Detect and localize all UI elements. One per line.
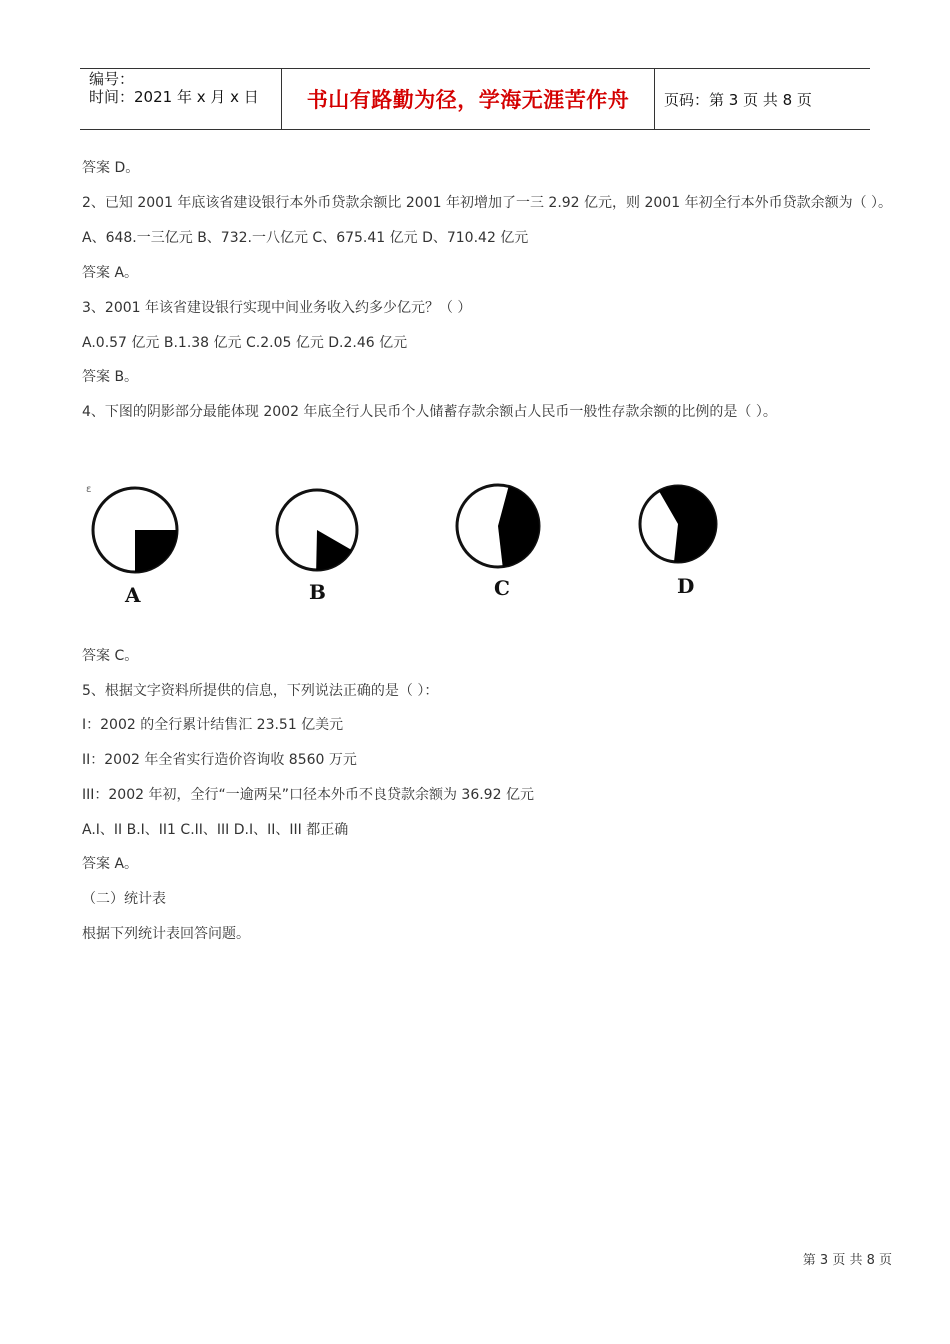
- statement-ii: II：2002 年全省实行造价咨询收 8560 万元: [82, 752, 357, 768]
- options-q3: A.0.57 亿元 B.1.38 亿元 C.2.05 亿元 D.2.46 亿元: [82, 335, 408, 351]
- document-number-label: 编号：: [89, 70, 135, 88]
- pie-option-b: [277, 490, 357, 570]
- options-q2: A、648.一三亿元 B、732.一八亿元 C、675.41 亿元 D、710.42 亿元: [82, 230, 529, 246]
- scan-speck: ε: [86, 484, 92, 495]
- document-date: 时间：2021 年 x 月 x 日: [89, 88, 259, 106]
- pie-option-d: [640, 486, 716, 562]
- header-motto: 书山有路勤为径，学海无涯苦作舟: [282, 69, 655, 129]
- question-5: 5、根据文字资料所提供的信息，下列说法正确的是（ ）：: [82, 683, 439, 699]
- pie-svg: [80, 480, 744, 580]
- pie-option-a: [93, 488, 177, 572]
- pie-option-c: [457, 485, 539, 567]
- answer-q4: 答案 C。: [82, 648, 139, 664]
- answer-q3: 答案 B。: [82, 369, 139, 385]
- header-meta: [80, 69, 282, 129]
- pie-label-c: C: [494, 576, 510, 600]
- statement-i: I：2002 的全行累计结售汇 23.51 亿美元: [82, 717, 344, 733]
- question-2: 2、已知 2001 年底该省建设银行本外币贷款余额比 2001 年初增加了一三 2.92 亿元，则 2001 年初全行本外币贷款余额为（ ）。: [82, 195, 893, 211]
- question-3: 3、2001 年该省建设银行实现中间业务收入约多少亿元？（ ）: [82, 300, 472, 316]
- page-footer: 第 3 页 共 8 页: [802, 1253, 892, 1268]
- answer-q1: 答案 D。: [82, 160, 140, 176]
- header-table: [80, 68, 870, 130]
- instruction-text: 根据下列统计表回答问题。: [82, 926, 250, 942]
- statement-iii: III：2002 年初，全行“一逾两呆”口径本外币不良贷款余额为 36.92 亿元: [82, 787, 534, 803]
- header-page-info: 页码：第 3 页 共 8 页: [664, 90, 812, 109]
- answer-q2: 答案 A。: [82, 265, 139, 281]
- answer-q5: 答案 A。: [82, 856, 139, 872]
- pie-label-a: A: [125, 583, 141, 607]
- options-q5: A.I、II B.I、II1 C.II、III D.I、II、III 都正确: [82, 822, 349, 838]
- section-heading: （二）统计表: [82, 891, 166, 907]
- question-4: 4、下图的阴影部分最能体现 2002 年底全行人民币个人储蓄存款余额占人民币一般性存款余额的比例的是（ ）。: [82, 404, 777, 420]
- pie-label-d: D: [677, 574, 695, 598]
- pie-a-shade: [135, 530, 177, 572]
- pie-options-figure: [80, 480, 744, 608]
- pie-label-b: B: [309, 580, 326, 604]
